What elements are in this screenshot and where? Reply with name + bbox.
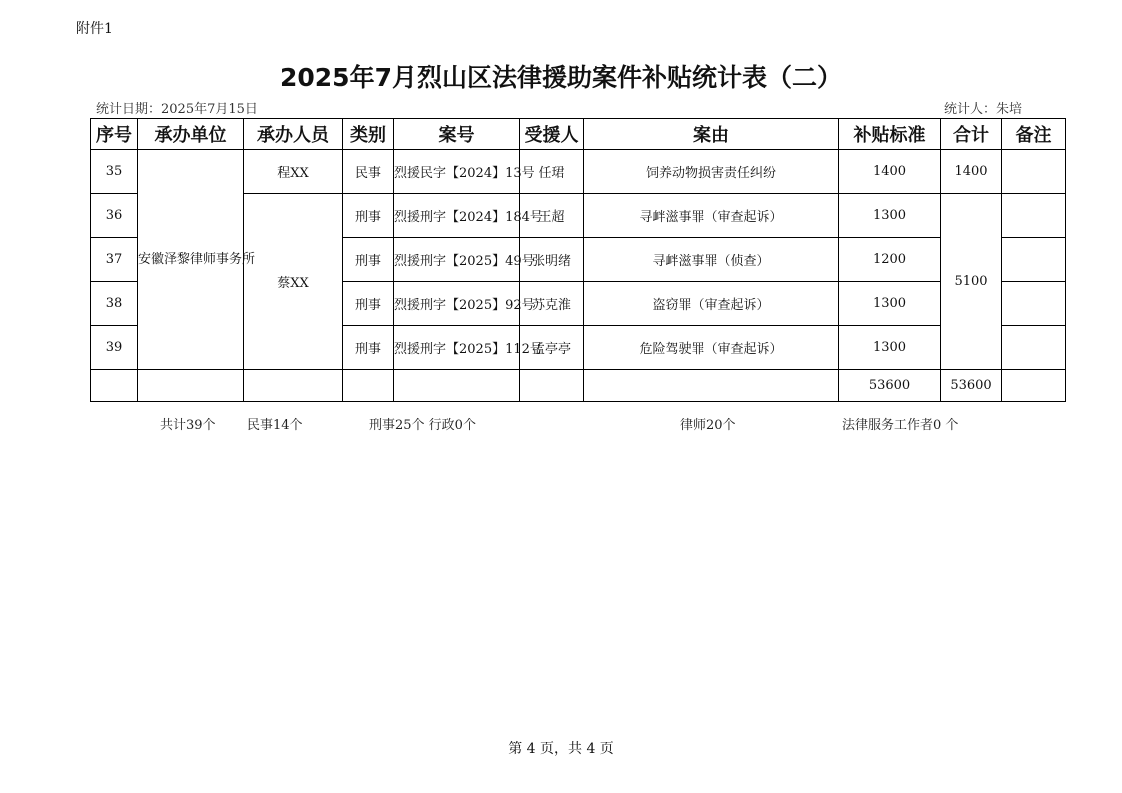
cell-remarks [1002, 194, 1066, 238]
cell-subsidy: 1200 [839, 238, 941, 282]
grand-total-sum: 53600 [941, 370, 1002, 402]
cell-recipient: 任珺 [520, 150, 584, 194]
cell-case-no: 烈援刑字【2024】184号 [394, 194, 520, 238]
cell-subsidy: 1300 [839, 282, 941, 326]
cell-total: 5100 [941, 194, 1002, 370]
table-header-row [91, 119, 1066, 150]
subsidy-table [90, 118, 1066, 402]
cell-recipient: 王超 [520, 194, 584, 238]
header-cause: 案由 [584, 119, 839, 150]
stat-date: 统计日期：2025年7月15日 [96, 102, 258, 117]
cell-handler: 蔡XX [244, 194, 343, 370]
page-title: 2025年7月烈山区法律援助案件补贴统计表（二） [280, 63, 842, 92]
header-total: 合计 [941, 119, 1002, 150]
cell-unit: 安徽泽黎律师事务所 [138, 150, 244, 370]
cell-handler: 程XX [244, 150, 343, 194]
page-footer: 第 4 页，共 4 页 [508, 741, 614, 757]
cell-case-no: 烈援刑字【2025】112号 [394, 326, 520, 370]
cell-no: 35 [91, 150, 138, 194]
cell-no: 38 [91, 282, 138, 326]
cell-category: 刑事 [343, 238, 394, 282]
cell-subsidy: 1400 [839, 150, 941, 194]
grand-total-subsidy: 53600 [839, 370, 941, 402]
cell-remarks [1002, 238, 1066, 282]
header-category: 类别 [343, 119, 394, 150]
summary-civil: 民事14个 [247, 418, 303, 433]
summary-criminal-admin: 刑事25个 行政0个 [369, 418, 476, 433]
cell-remarks [1002, 326, 1066, 370]
grand-total-row [91, 370, 1066, 402]
cell-case-no: 烈援刑字【2025】49号 [394, 238, 520, 282]
table-row [91, 150, 1066, 194]
cell-category: 刑事 [343, 326, 394, 370]
header-remarks: 备注 [1002, 119, 1066, 150]
header-recipient: 受援人 [520, 119, 584, 150]
cell-recipient: 张明绪 [520, 238, 584, 282]
cell-remarks [1002, 282, 1066, 326]
cell-case-no: 烈援刑字【2025】92号 [394, 282, 520, 326]
cell-case-no: 烈援民字【2024】13号 [394, 150, 520, 194]
cell-cause: 危险驾驶罪（审查起诉） [584, 326, 839, 370]
cell-cause: 饲养动物损害责任纠纷 [584, 150, 839, 194]
summary-lawyers: 律师20个 [680, 418, 736, 433]
cell-total: 1400 [941, 150, 1002, 194]
header-case-no: 案号 [394, 119, 520, 150]
cell-category: 刑事 [343, 194, 394, 238]
cell-category: 刑事 [343, 282, 394, 326]
cell-recipient: 孟亭亭 [520, 326, 584, 370]
cell-no: 37 [91, 238, 138, 282]
cell-remarks [1002, 150, 1066, 194]
cell-subsidy: 1300 [839, 194, 941, 238]
header-unit: 承办单位 [138, 119, 244, 150]
header-no: 序号 [91, 119, 138, 150]
cell-cause: 寻衅滋事罪（侦查） [584, 238, 839, 282]
cell-no: 39 [91, 326, 138, 370]
cell-no: 36 [91, 194, 138, 238]
header-subsidy: 补贴标准 [839, 119, 941, 150]
cell-category: 民事 [343, 150, 394, 194]
cell-recipient: 苏克淮 [520, 282, 584, 326]
attachment-label: 附件1 [76, 21, 113, 37]
stat-person: 统计人：朱培 [944, 102, 1023, 117]
cell-cause: 盗窃罪（审查起诉） [584, 282, 839, 326]
header-handler: 承办人员 [244, 119, 343, 150]
summary-workers: 法律服务工作者0 个 [842, 418, 959, 433]
summary-total: 共计39个 [160, 418, 216, 433]
cell-cause: 寻衅滋事罪（审查起诉） [584, 194, 839, 238]
cell-subsidy: 1300 [839, 326, 941, 370]
